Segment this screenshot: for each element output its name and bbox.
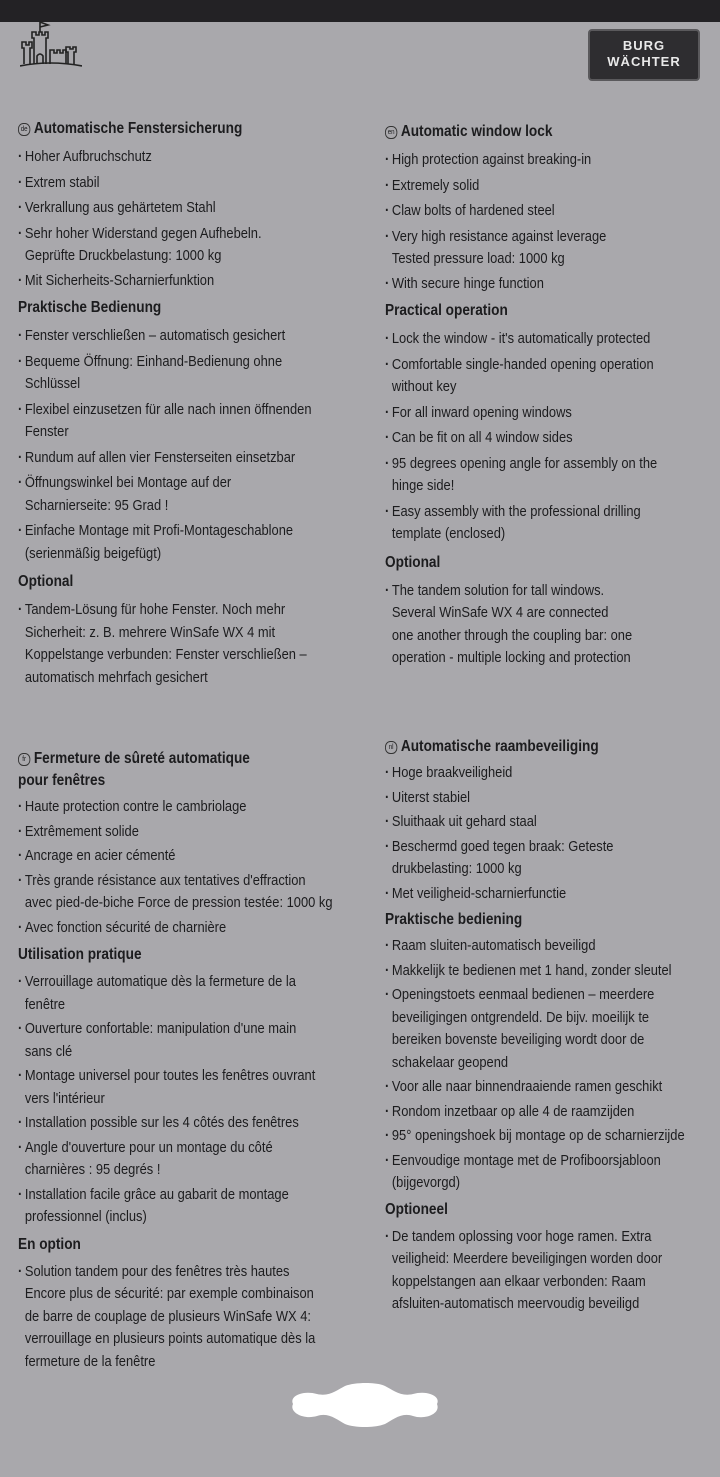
list-item: · Comfortable single-handed opening operation — [385, 354, 720, 377]
list-item: · Bequeme Öffnung: Einhand-Bedienung ohne — [18, 351, 354, 374]
list-item: · Verrouillage automatique dès la fermeture de la — [18, 971, 354, 994]
list-item: · Extrêmement solide — [18, 821, 354, 844]
list-item: drukbelasting: 1000 kg — [391, 860, 522, 877]
list-item: · Rundum auf allen vier Fensterseiten einsetzbar — [18, 447, 354, 470]
fr-operation-list — [18, 971, 348, 1229]
top-bar — [0, 0, 720, 22]
list-item: · Makkelijk te bedienen met 1 hand, zonder sleutel — [385, 960, 720, 983]
list-item: bereiken bovenste beveiliging wordt door de — [391, 1031, 645, 1048]
section-en — [385, 121, 715, 670]
fr-title-text: Fermeture de sûreté automatique — [33, 750, 250, 767]
list-item: · Sehr hoher Widerstand gegen Aufhebeln. — [18, 223, 354, 246]
list-item: fermeture de la fenêtre — [24, 1352, 156, 1370]
de-lang-icon: de — [18, 123, 30, 136]
fr-operation-title: Utilisation pratique — [18, 946, 142, 963]
nl-optional-title: Optioneel — [385, 1200, 448, 1218]
list-item: · Met veiligheid-scharnierfunctie — [385, 883, 720, 906]
list-item: (serienmäßig beigefügt) — [24, 544, 162, 562]
de-optional-list — [18, 599, 348, 689]
de-title-text: Automatische Fenstersicherung — [33, 120, 243, 137]
list-item: · Avec fonction sécurité de charnière — [18, 917, 354, 940]
de-features-list — [18, 146, 348, 292]
en-operation-title: Practical operation — [385, 302, 508, 319]
list-item: · 95° openingshoek bij montage op de scharnierzijde — [385, 1125, 720, 1148]
list-item: · Voor alle naar binnendraaiende ramen geschikt — [385, 1076, 720, 1099]
hang-hole-cutout — [285, 1382, 445, 1428]
list-item: · Extrem stabil — [18, 172, 354, 195]
en-optional-title: Optional — [385, 553, 441, 571]
list-item: · 95 degrees opening angle for assembly on the — [385, 453, 720, 476]
brand-line1: BURG — [622, 38, 666, 53]
list-item: · Tandem-Lösung für hohe Fenster. Noch mehr — [18, 599, 354, 622]
list-item: · Solution tandem pour des fenêtres très hautes — [18, 1261, 354, 1284]
list-item: Koppelstange verbunden: Fenster verschließen – — [24, 646, 307, 663]
fr-lang-icon: fr — [18, 753, 30, 766]
list-item: (bijgevorgd) — [391, 1174, 461, 1191]
list-item: · Lock the window - it's automatically protected — [385, 328, 720, 351]
list-item: · Fenster verschließen – automatisch gesichert — [18, 325, 354, 348]
en-features-list — [385, 149, 715, 295]
fr-optional-list — [18, 1261, 348, 1374]
list-item: · Very high resistance against leverage — [385, 226, 720, 249]
list-item: verrouillage en plusieurs points automatique dès la — [24, 1330, 316, 1347]
en-operation-list — [385, 328, 715, 546]
list-item: Scharnierseite: 95 Grad ! — [24, 496, 169, 514]
list-item: · Uiterst stabiel — [385, 787, 720, 810]
list-item: template (enclosed) — [391, 525, 506, 542]
list-item: hinge side! — [391, 477, 455, 494]
section-nl — [385, 736, 715, 1316]
list-item: · With secure hinge function — [385, 273, 720, 296]
list-item: · Sluithaak uit gehard staal — [385, 811, 720, 834]
list-item: operation - multiple locking and protection — [391, 649, 631, 666]
list-item: · Flexibel einzusetzen für alle nach innen öffnenden — [18, 399, 354, 422]
nl-operation-title: Praktische bediening — [385, 911, 523, 928]
en-title — [385, 121, 675, 143]
list-item: · Verkrallung aus gehärtetem Stahl — [18, 197, 354, 220]
brand-line2: WÄCHTER — [607, 54, 681, 69]
list-item: · Einfache Montage mit Profi-Montageschablone — [18, 520, 354, 543]
list-item: · Beschermd goed tegen braak: Geteste — [385, 836, 720, 859]
list-item: · Hoher Aufbruchschutz — [18, 146, 354, 169]
list-item: · Extremely solid — [385, 175, 720, 198]
en-optional-list — [385, 580, 715, 670]
list-item: Encore plus de sécurité: par exemple combinaison — [24, 1285, 314, 1302]
en-lang-icon: en — [385, 126, 397, 139]
list-item: de barre de couplage de plusieurs WinSafe WX 4: — [24, 1307, 312, 1325]
list-item: · High protection against breaking-in — [385, 149, 720, 172]
list-item: · Mit Sicherheits-Scharnierfunktion — [18, 270, 354, 293]
fr-title — [18, 748, 308, 770]
de-operation-title: Praktische Bedienung — [18, 299, 162, 316]
list-item: · Öffnungswinkel bei Montage auf der — [18, 472, 354, 495]
list-item: professionnel (inclus) — [24, 1208, 147, 1225]
nl-title — [385, 736, 675, 758]
list-item: koppelstangen aan elkaar verbonden: Raam — [391, 1272, 646, 1290]
list-item: · Installation facile grâce au gabarit de montage — [18, 1184, 354, 1207]
list-item: · Easy assembly with the professional drilling — [385, 501, 720, 524]
list-item: Schlüssel — [24, 375, 81, 392]
de-optional-title: Optional — [18, 573, 74, 590]
list-item: sans clé — [24, 1042, 73, 1060]
section-de — [18, 118, 348, 689]
list-item: Sicherheit: z. B. mehrere WinSafe WX 4 mit — [24, 623, 276, 641]
fr-optional-title: En option — [18, 1235, 81, 1253]
list-item: Several WinSafe WX 4 are connected — [391, 604, 609, 621]
list-item: schakelaar geopend — [391, 1053, 509, 1071]
list-item: avec pied-de-biche Force de pression testée: 1000 kg — [24, 894, 333, 911]
list-item: · Ancrage en acier cémenté — [18, 845, 354, 868]
list-item: · Ouverture confortable: manipulation d'une main — [18, 1018, 354, 1041]
fr-features-list — [18, 796, 348, 939]
list-item: veiligheid: Meerdere beveiligingen worden door — [391, 1250, 663, 1267]
list-item: beveiligingen ontgrendeld. De bijv. moeilijk te — [391, 1008, 650, 1026]
nl-lang-icon: nl — [385, 741, 397, 754]
list-item: · Raam sluiten-automatisch beveiligd — [385, 935, 720, 958]
list-item: · Openingstoets eenmaal bedienen – meerdere — [385, 984, 720, 1007]
list-item: · Hoge braakveiligheid — [385, 762, 720, 785]
list-item: one another through the coupling bar: one — [391, 626, 633, 644]
castle-logo-icon — [20, 20, 82, 72]
list-item: · Installation possible sur les 4 côtés des fenêtres — [18, 1112, 354, 1135]
list-item: Fenster — [24, 423, 69, 440]
list-item: Tested pressure load: 1000 kg — [391, 250, 565, 267]
list-item: · Très grande résistance aux tentatives d'effraction — [18, 870, 354, 893]
list-item: · Eenvoudige montage met de Profiboorsjabloon — [385, 1150, 720, 1173]
nl-operation-list — [385, 935, 715, 1195]
nl-title-text: Automatische raambeveiliging — [400, 738, 599, 755]
list-item: Geprüfte Druckbelastung: 1000 kg — [24, 247, 222, 264]
list-item: · Haute protection contre le cambriolage — [18, 796, 354, 819]
list-item: · Can be fit on all 4 window sides — [385, 427, 720, 450]
list-item: · Claw bolts of hardened steel — [385, 200, 720, 223]
nl-optional-list — [385, 1226, 715, 1316]
list-item: · The tandem solution for tall windows. — [385, 580, 720, 603]
list-item: without key — [391, 378, 457, 395]
list-item: automatisch mehrfach gesichert — [24, 668, 208, 686]
burg-waechter-logo — [588, 29, 700, 81]
list-item: · Montage universel pour toutes les fenêtres ouvrant — [18, 1065, 354, 1088]
de-title — [18, 118, 308, 140]
en-title-text: Automatic window lock — [400, 123, 553, 140]
nl-features-list — [385, 762, 715, 905]
section-fr — [18, 748, 348, 1373]
de-operation-list — [18, 325, 348, 565]
list-item: afsluiten-automatisch meervoudig beveiligd — [391, 1295, 640, 1312]
list-item: · For all inward opening windows — [385, 402, 720, 425]
list-item: · De tandem oplossing voor hoge ramen. Extra — [385, 1226, 720, 1249]
list-item: vers l'intérieur — [24, 1089, 105, 1107]
fr-title-line2: pour fenêtres — [18, 772, 106, 789]
list-item: · Angle d'ouverture pour un montage du côté — [18, 1137, 354, 1160]
list-item: fenêtre — [24, 995, 66, 1013]
list-item: · Rondom inzetbaar op alle 4 de raamzijden — [385, 1101, 720, 1124]
list-item: charnières : 95 degrés ! — [24, 1161, 161, 1178]
